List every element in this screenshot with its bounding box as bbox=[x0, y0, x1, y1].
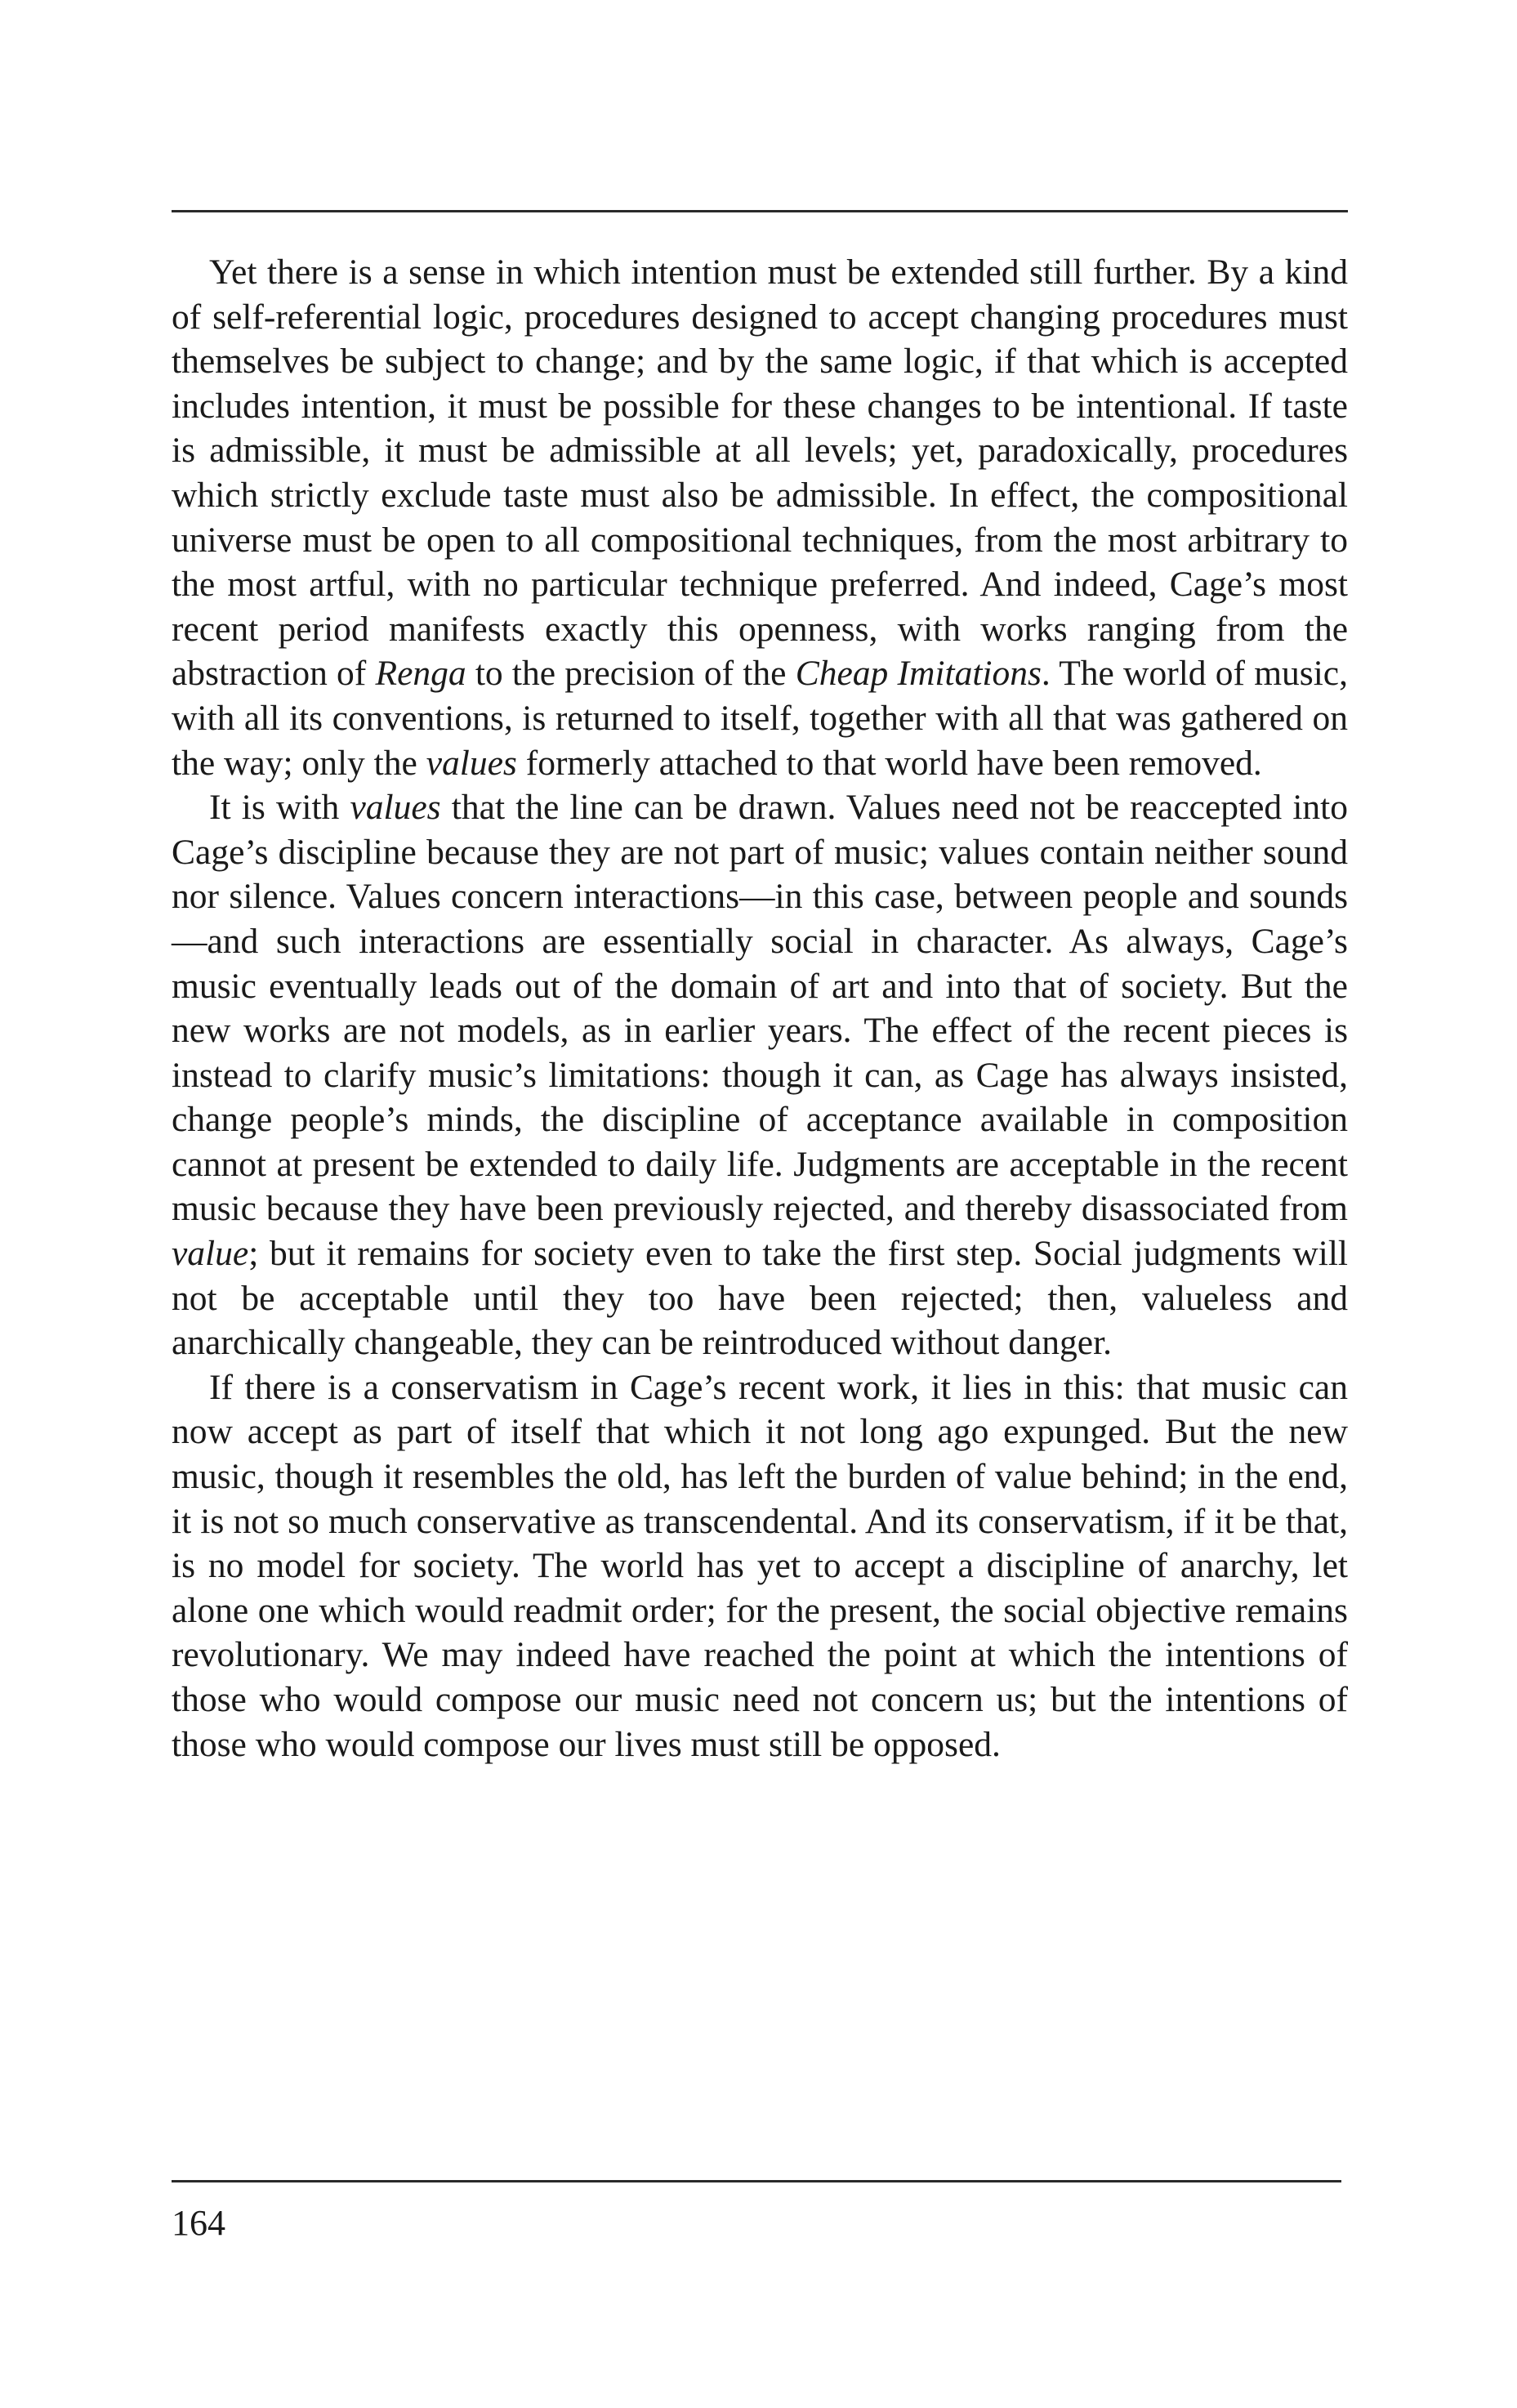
paragraph bbox=[172, 785, 1348, 1365]
bottom-rule bbox=[172, 2180, 1341, 2182]
paragraph bbox=[172, 250, 1348, 785]
italic-emphasis: value bbox=[172, 1234, 249, 1274]
italic-emphasis: values bbox=[426, 743, 517, 783]
text-run: formerly attached to that world have been removed. bbox=[516, 743, 1262, 783]
text-run: . The world of music, with all its conventions, is returned to itself, together with all that was gathered on the way; only the bbox=[172, 654, 1348, 783]
text-run: It is with bbox=[209, 788, 350, 828]
body-text bbox=[172, 250, 1348, 1767]
italic-title: Cheap Imitations bbox=[795, 654, 1042, 694]
text-run: Yet there is a sense in which intention must be extended still further. By a kind of self-referential logic, procedures designed to accept changing procedures must themselves be subject to change; and by the same logic, if that which is accepted includes intention, it must be possible for these changes to be intentional. If taste is admissible, it must be admissible at all levels; yet, paradoxically, procedures which strictly exclude taste must also be admissible. In effect, the compositional universe must be open to all compositional techniques, from the most arbitrary to the most artful, with no particular technique preferred. And indeed, Cage’s most recent period manifests exactly this openness, with works ranging from the abstraction of bbox=[172, 252, 1348, 694]
text-run: ; but it remains for society even to take the first step. Social judgments will not be acceptable until they too have been rejected; then, valueless and anarchically changeable, they can be reintroduced without danger. bbox=[172, 1234, 1348, 1363]
paragraph bbox=[172, 1365, 1348, 1767]
italic-emphasis: values bbox=[350, 788, 441, 828]
text-run: that the line can be drawn. Values need not be reaccepted into Cage’s discipline because they are not part of music; values contain neither sound nor silence. Values concern interactions—in this case, between people and sounds—and such interactions are essentially social in character. As always, Cage’s music eventually leads out of the domain of art and into that of society. But the new works are not models, as in earlier years. The effect of the recent pieces is instead to clarify music’s limitations: though it can, as Cage has always insisted, change people’s minds, the discipline of acceptance available in composition cannot at present be extended to daily life. Judgments are acceptable in the recent music because they have been previously rejected, and thereby disassociated from bbox=[172, 788, 1348, 1229]
text-run: to the precision of the bbox=[466, 654, 796, 694]
text-run: If there is a conservatism in Cage’s recent work, it lies in this: that music can now accept as part of itself that which it not long ago expunged. But the new music, though it resembles the old, has left the burden of value behind; in the end, it is not so much conservative as transcendental. And its conservatism, if it be that, is no model for society. The world has yet to accept a discipline of anarchy, let alone one which would readmit order; for the present, the social objective remains revolutionary. We may indeed have reached the point at which the intentions of those who would compose our music need not concern us; but the intentions of those who would compose our lives must still be opposed. bbox=[172, 1367, 1348, 1764]
italic-title: Renga bbox=[375, 654, 466, 694]
top-rule bbox=[172, 210, 1348, 212]
page-number: 164 bbox=[172, 2203, 225, 2243]
